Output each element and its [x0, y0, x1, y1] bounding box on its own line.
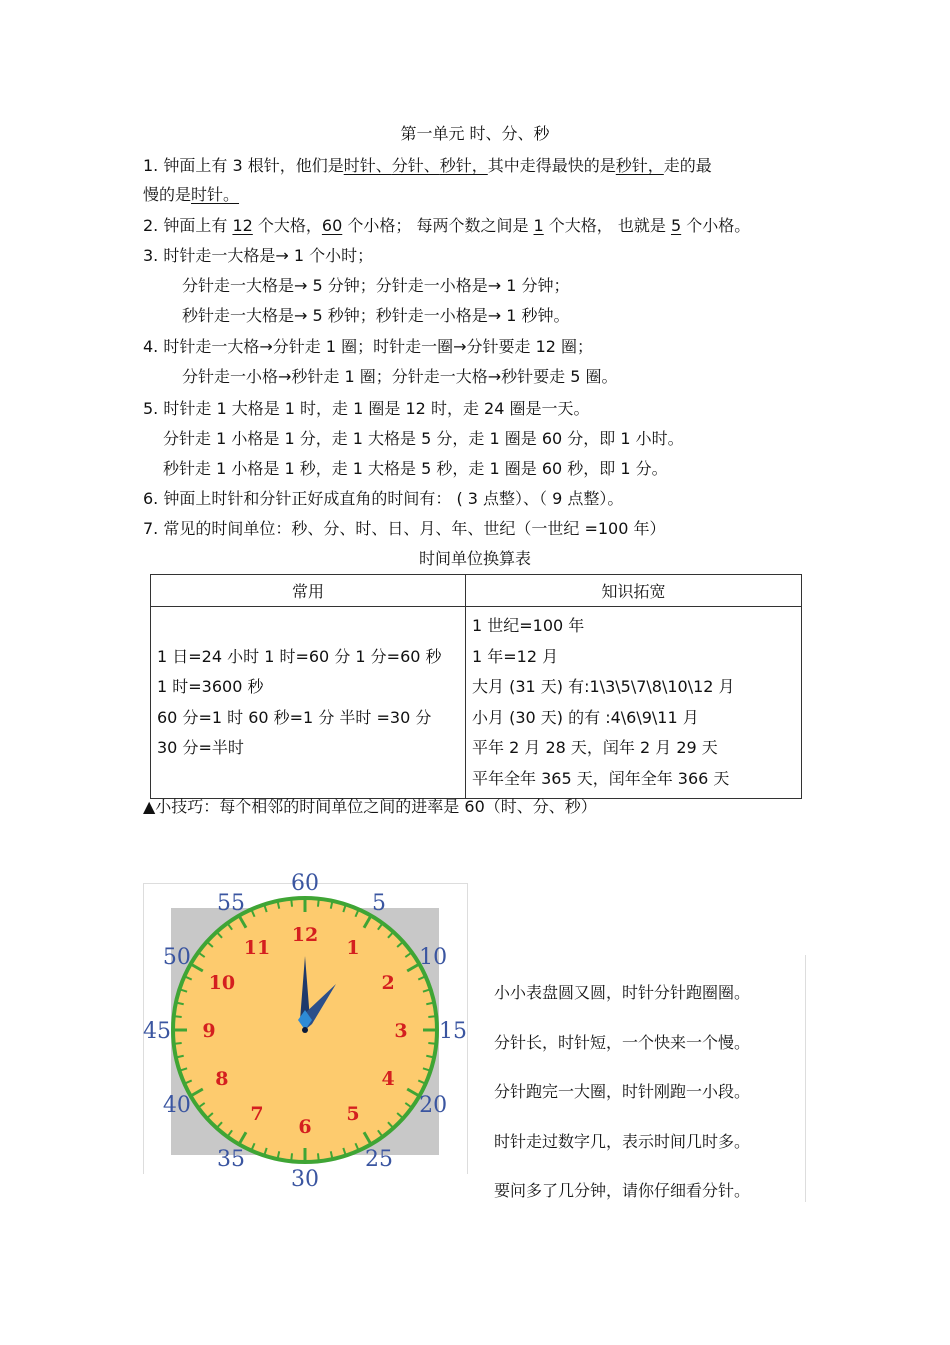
item-5-line-3: 秒针走 1 小格是 1 秒，走 1 大格是 5 秒，走 1 圈是 60 秒，即 1 分。	[163, 459, 668, 478]
text: 走的最	[663, 156, 712, 175]
clock-tick	[426, 1056, 433, 1057]
minute-number: 35	[217, 1147, 245, 1173]
hour-number: 10	[208, 972, 236, 994]
clock-tick	[291, 1153, 292, 1160]
clock-tick	[278, 1151, 279, 1158]
item-4-line-1: 4. 时针走一大格→分针走 1 圈；时针走一圈→分针要走 12 圈；	[143, 337, 594, 356]
item-3-line-3: 秒针走一大格是→ 5 秒钟；秒针走一小格是→ 1 秒钟。	[182, 306, 570, 325]
table-cell-extended	[466, 607, 802, 799]
hour-number: 12	[291, 924, 319, 946]
cell-line: 1 时=3600 秒	[157, 677, 264, 696]
page-title: 第一单元 时、分、秒	[400, 124, 550, 143]
minute-number: 60	[291, 871, 319, 896]
cell-line: 小月 (30 天) 的有 :4\6\9\11 月	[472, 707, 699, 727]
tip-text: ▲小技巧：每个相邻的时间单位之间的进率是 60（时、分、秒）	[143, 797, 597, 816]
hour-number: 6	[298, 1116, 312, 1138]
clock-tick	[426, 1003, 433, 1004]
clock-tick	[318, 1153, 319, 1160]
rhyme-line: 分针跑完一大圈，时针刚跑一小段。	[494, 1082, 751, 1101]
cell-line: 1 世纪=100 年	[472, 616, 585, 635]
hour-number: 9	[202, 1020, 216, 1042]
text: 1. 钟面上有 3 根针，他们是	[143, 156, 344, 175]
clock-tick	[177, 1003, 184, 1004]
clock-tick	[318, 900, 319, 907]
item-4-line-2: 分针走一小格→秒针走 1 圈；分针走一大格→秒针要走 5 圈。	[182, 367, 618, 386]
minute-number: 55	[217, 890, 245, 916]
conversion-table	[150, 574, 802, 799]
answer: 5	[670, 216, 682, 235]
answer: 分针、	[391, 156, 440, 175]
clock-rhyme	[494, 980, 806, 1202]
text: 个大格， 也就是	[543, 216, 671, 235]
answer: 时针。	[191, 185, 240, 204]
cell-line: 1 年=12 月	[472, 646, 559, 666]
cell-line: 平年全年 365 天，闰年全年 366 天	[472, 768, 730, 788]
clock-tick	[175, 1043, 182, 1044]
minute-number: 50	[162, 945, 191, 970]
cell-line: 60 分=1 时 60 秒=1 分 半时 =30 分	[157, 707, 432, 727]
answer: 12	[232, 216, 253, 235]
clock-tick	[428, 1016, 435, 1017]
item-1-line-2	[143, 185, 239, 205]
item-5-line-2: 分针走 1 小格是 1 分，走 1 大格是 5 分，走 1 圈是 60 分，即 1 小时。	[163, 429, 684, 448]
cell-line: 平年 2 月 28 天，闰年 2 月 29 天	[472, 738, 718, 757]
cell-line: 1 日=24 小时 1 时=60 分 1 分=60 秒	[157, 646, 442, 666]
hour-number: 8	[215, 1068, 229, 1090]
item-1-line-1	[143, 156, 712, 176]
hour-number: 5	[346, 1103, 360, 1126]
clock-tick	[331, 1151, 332, 1158]
clock-tick	[177, 1056, 184, 1057]
table-header-extended: 知识拓宽	[466, 575, 802, 607]
hour-number: 4	[381, 1068, 395, 1090]
table-header-row	[151, 575, 802, 607]
minute-number: 30	[291, 1167, 319, 1192]
item-6: 6. 钟面上时针和分针正好成直角的时间有： ( 3 点整）、（ 9 点整）。	[143, 489, 624, 508]
clock-face	[143, 871, 467, 1192]
item-2	[143, 216, 750, 236]
table-cell-common	[151, 607, 466, 799]
hour-number: 1	[346, 936, 360, 959]
minute-number: 5	[372, 890, 386, 916]
minute-number: 25	[365, 1147, 393, 1173]
answer: 1	[533, 216, 544, 235]
clock-tick	[291, 900, 292, 907]
cell-line	[157, 611, 459, 642]
hour-number: 11	[243, 936, 271, 959]
item-3-line-1: 3. 时针走一大格是→ 1 个小时；	[143, 246, 374, 265]
answer: 秒针，	[615, 156, 664, 175]
cell-line: 30 分=半时	[157, 738, 244, 757]
rhyme-line: 小小表盘圆又圆，时针分针跑圈圈。	[494, 983, 751, 1002]
clock-illustration	[143, 871, 468, 1192]
rhyme-line: 要问多了几分钟，请你仔细看分针。	[494, 1181, 751, 1200]
clock-tick	[331, 902, 332, 909]
text: 其中走得最快的是	[487, 156, 616, 175]
text: 个小格； 每两个数之间是	[342, 216, 534, 235]
rhyme-line: 时针走过数字几，表示时间几时多。	[494, 1131, 751, 1151]
text: 个小格。	[681, 216, 751, 235]
minute-number: 15	[439, 1019, 467, 1044]
hour-number: 2	[381, 972, 395, 994]
minute-number: 20	[419, 1093, 448, 1118]
text: 慢的是	[143, 185, 192, 204]
clock-center	[302, 1027, 308, 1033]
answer: 时针、	[343, 156, 392, 175]
minute-number: 45	[143, 1019, 171, 1044]
table-header-common: 常用	[151, 575, 466, 607]
minute-number: 40	[162, 1093, 191, 1118]
clock-tick	[175, 1016, 182, 1017]
hour-number: 7	[250, 1103, 264, 1126]
answer: 秒针，	[439, 156, 488, 175]
item-3-line-2: 分针走一大格是→ 5 分钟；分针走一小格是→ 1 分钟；	[182, 276, 570, 295]
item-5-line-1: 5. 时针走 1 大格是 1 时，走 1 圈是 12 时，走 24 圈是一天。	[143, 399, 590, 418]
table-row	[151, 607, 802, 799]
cell-line: 大月 (31 天) 有:1\3\5\7\8\10\12 月	[472, 677, 735, 696]
hour-number: 3	[394, 1020, 408, 1042]
table-caption: 时间单位换算表	[418, 549, 531, 568]
text: 2. 钟面上有	[143, 216, 233, 235]
rhyme-line: 分针长，时针短，一个快来一个慢。	[494, 1032, 751, 1052]
answer: 60	[321, 216, 343, 235]
text: 个大格，	[252, 216, 322, 235]
minute-number: 10	[419, 945, 448, 970]
item-7: 7. 常见的时间单位：秒、分、时、日、月、年、世纪（一世纪 =100 年）	[143, 519, 666, 538]
clock-tick	[278, 902, 279, 909]
clock-tick	[428, 1043, 435, 1044]
